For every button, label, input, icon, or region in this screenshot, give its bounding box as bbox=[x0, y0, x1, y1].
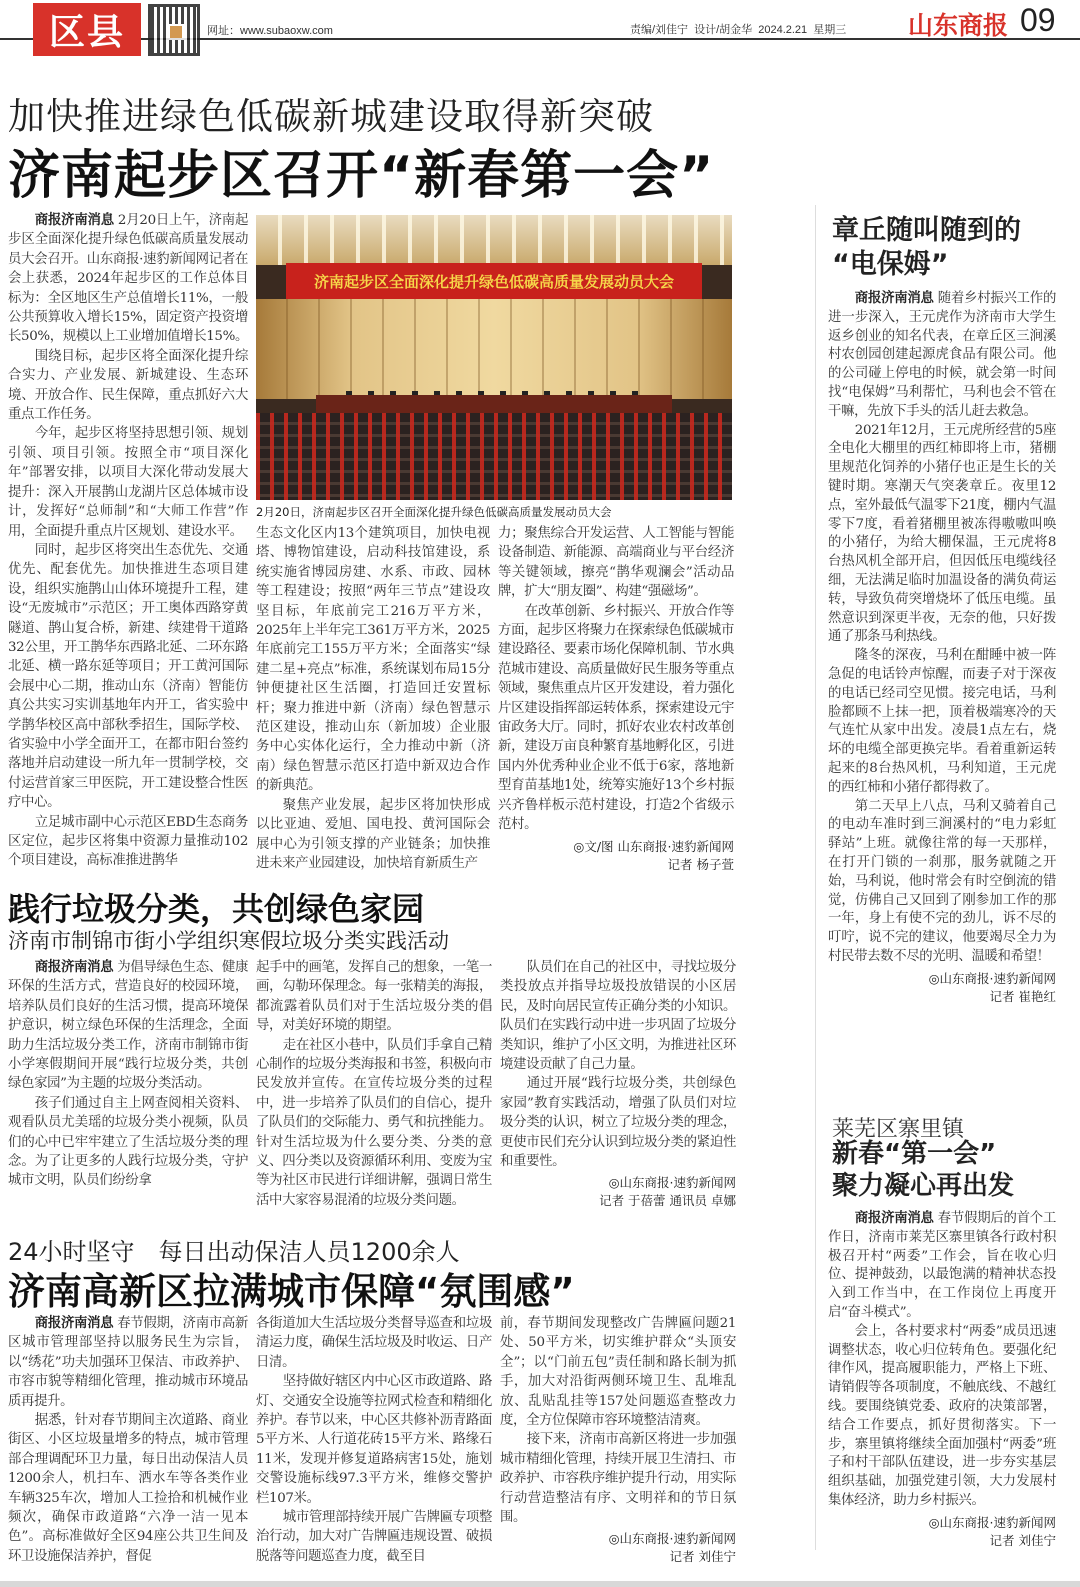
article5-title-line2: 聚力凝心再出发 bbox=[832, 1171, 1015, 1201]
column-divider bbox=[815, 205, 816, 1550]
article2-title-line1: 章丘随叫随到的 bbox=[832, 215, 1021, 246]
article1-byline bbox=[498, 838, 734, 874]
paragraph-text: 起手中的画笔，发挥自己的想象，一笔一画，勾勒环保理念。每一张精美的海报，都流露着队员们对于生活垃圾分类的倡导，对美好环境的期望。 bbox=[256, 960, 492, 1034]
article3-col3 bbox=[500, 958, 736, 1210]
paragraph-text: 走在社区小巷中，队员们手拿自己精心制作的垃圾分类海报和书签，积极向市民发放并宣传。在宣传垃圾分类的过程中，进一步培养了队员们的自信心，提升了队员们的交际能力、勇气和抗挫能力。针对生活垃圾为什么要分类、分类的意义、四分类以及资源循环利用、变废为宝等为社区市民进行详细讲解，强调日常生活中大家容易混淆的垃圾分类问题。 bbox=[256, 1037, 492, 1208]
paragraph-text: 在改革创新、乡村振兴、开放合作等方面，起步区将聚力在探索绿色低碳城市建设路径、要素市场化保障机制、节水典范城市建设、高质量做好民生服务等重点领域，聚焦重点片区开发建设，着力强化片区建设指挥部运转体系，探索建设元宇宙政务大厅。同时，抓好农业农村改革创新，建设万亩良种繁育基地孵化区，引进国内外优秀种业企业不低于6家，落地新型育苗基地1处，统筹实施好13个乡村振兴齐鲁样板示范村建设，打造2个省级示范村。 bbox=[498, 603, 734, 833]
paragraph bbox=[8, 958, 248, 1094]
qr-code-icon[interactable] bbox=[148, 4, 200, 56]
article5-body bbox=[828, 1210, 1056, 1550]
paragraph-text: 力；聚焦综合开发运营、人工智能与智能设备制造、新能源、高端商业与平台经济等关键领域，擦亮“鹊华观澜会”活动品牌，扩大“朋友圈”、构建“强磁场”。 bbox=[498, 526, 734, 600]
page-number: 09 bbox=[1020, 2, 1056, 38]
article4-col1 bbox=[8, 1314, 248, 1566]
paragraph-text: 2021年12月，王元虎所经营的5座全电化大棚里的西红柿即将上市，猪棚里规范化饲养的小猪仔也正是生长的关键时期。寒潮天气突袭章丘。夜里12点，室外最低气温零下21度，棚内气温零下7度，看着猪棚里被冻得嗷嗷叫唤的小猪仔，为给大棚保温，王元虎将8台热风机全部开启，但因低压电缆线径细，无法满足临时加温设备的满负荷运转，导致负荷突增烧坏了低压电缆。虽然意识到深更半夜，无奈的他，只好拨通了那条马利热线。 bbox=[828, 422, 1056, 645]
paragraph-text: 隆冬的深夜，马利在酣睡中被一阵急促的电话铃声惊醒，而妻子对于深夜的电话已经司空见惯。接完电话，马利脸都顾不上抹一把，顶着极端寒冷的天气连忙从家中出发。凌晨1点左右，烧坏的电缆全部更换完毕。看着重新运转起来的8台热风机，马利知道，王元虎的西红柿和小猪仔都得救了。 bbox=[828, 648, 1056, 795]
paragraph-text: 春节假期，济南市高新区城市管理部坚持以服务民生为宗旨，以“绣花”功夫加强环卫保洁、市政养护、市容市貌等精细化管理，推动城市环境品质再提升。 bbox=[8, 1316, 248, 1409]
paragraph bbox=[256, 958, 492, 1036]
article1-col2 bbox=[256, 524, 490, 873]
paragraph-text: 第二天早上八点，马利又骑着自己的电动车准时到三涧溪村的“电力彩虹驿站”上班。就像往常的每一天那样，在打开门锁的一刹那，服务就随之开始，马利说，他时常会有时空倒流的错觉，仿佛自己又回到了刚参加工作的那一年，身上有使不完的劲儿，诉不尽的叮咛，说不完的建议，他要竭尽全力为村民带去数不尽的光明、温暖和希望！ bbox=[828, 798, 1056, 964]
paragraph bbox=[256, 1314, 492, 1372]
paragraph bbox=[8, 1314, 248, 1411]
article5-byline bbox=[828, 1514, 1056, 1550]
article2-body bbox=[828, 290, 1056, 1006]
paragraph bbox=[828, 290, 1056, 422]
paragraph-text: 城市管理部持续开展广告牌匾专项整治行动，加大对广告牌匾违规设置、破损脱落等问题巡查力度，截至目 bbox=[256, 1510, 492, 1564]
article1-title: 济南起步区召开“新春第一会” bbox=[8, 146, 715, 206]
paragraph-text: 接下来，济南市高新区将进一步加强城市精细化管理，持续开展卫生清扫、市政养护、市容秩序维护提升行动，用实际行动营造整洁有序、文明祥和的节日氛围。 bbox=[500, 1432, 736, 1526]
paragraph bbox=[500, 1314, 736, 1430]
photo-podium bbox=[316, 395, 672, 413]
page-footer-bar bbox=[0, 1581, 1080, 1587]
paragraph bbox=[8, 1411, 248, 1566]
paragraph bbox=[8, 541, 248, 813]
paragraph-text: 聚焦产业发展，起步区将加快形成以比亚迪、爱旭、国电投、黄河国际会展中心为引领支撑的产业链条；加快推进未来产业园建设，加快培育新质生产 bbox=[256, 797, 490, 871]
dateline: 商报济南消息 bbox=[34, 960, 114, 975]
article1-col1 bbox=[8, 211, 248, 871]
paragraph-text: 随着乡村振兴工作的进一步深入，王元虎作为济南市大学生返乡创业的知名代表，在章丘区三涧溪村农创园创建起源虎食品有限公司。他的公司碰上停电的时候，就会第一时间找“电保姆”马利帮忙，马利也会不管在干嘛，先放下手头的活儿赶去救急。 bbox=[828, 291, 1056, 419]
paragraph-text: 春节假期后的首个工作日，济南市莱芜区寨里镇各行政村积极召开村“两委”工作会，旨在收心归位、提神鼓劲，以最饱满的精神状态投入到工作当中，在工作岗位上再度开启“奋斗模式”。 bbox=[828, 1211, 1056, 1320]
byline-reporter: 记者 杨子萱 bbox=[667, 856, 734, 872]
article5-title bbox=[832, 1138, 1014, 1202]
article4-title: 济南高新区拉满城市保障“氛围感” bbox=[8, 1270, 575, 1313]
article2-title-line2: “电保姆” bbox=[832, 249, 949, 280]
paragraph bbox=[828, 422, 1056, 648]
byline-reporter: 记者 刘佳宁 bbox=[989, 1532, 1056, 1548]
paragraph bbox=[498, 602, 734, 835]
paragraph-text: 2月20日上午，济南起步区全面深化提升绿色低碳高质量发展动员大会召开。山东商报·速豹新闻网记者在会上获悉，2024年起步区的工作总体目标为：全区地区生产总值增长11%，一般公共预算收入增长15%，固定资产投资增长50%，规模以上工业增加值增长15%。 bbox=[8, 213, 248, 345]
byline-source: ◎山东商报·速豹新闻网 bbox=[608, 1175, 736, 1191]
paragraph bbox=[8, 347, 248, 425]
paragraph bbox=[256, 1508, 492, 1566]
photo-caption: 2月20日，济南起步区召开全面深化提升绿色低碳高质量发展动员大会 bbox=[256, 505, 612, 519]
article3-byline bbox=[500, 1174, 736, 1210]
dateline: 商报济南消息 bbox=[854, 291, 934, 306]
article2-byline bbox=[828, 970, 1056, 1006]
byline-source: ◎山东商报·速豹新闻网 bbox=[928, 970, 1056, 986]
dateline: 商报济南消息 bbox=[34, 1316, 114, 1331]
byline-reporter: 记者 刘佳宁 bbox=[669, 1549, 736, 1565]
paragraph bbox=[256, 796, 490, 874]
article4-kicker: 24小时坚守 每日出动保洁人员1200余人 bbox=[8, 1238, 460, 1266]
paragraph-text: 前，春节期间发现整改广告牌匾问题21处、50平方米，切实维护群众“头顶安全”；以“门前五包”责任制和路长制为抓手，加大对沿街两侧环境卫生、乱堆乱放、乱贴乱挂等157处问题巡查整改力度，全方位保障市容环境整洁清爽。 bbox=[500, 1316, 736, 1429]
article1-kicker: 加快推进绿色低碳新城建设取得新突破 bbox=[8, 95, 654, 138]
section-label: 区县 bbox=[33, 3, 141, 56]
paragraph-text: 同时，起步区将突出生态优先、交通优先、配套优先。加快推进生态项目建设，组织实施鹊山山体环境提升工程，建设“无废城市”示范区；开工奥体西路穿黄隧道、鹊山复合桥，新建、续建骨干道路32公里，开工鹊华东西路北延、二环东路北延、横一路东延等项目；开工黄河国际会展中心二期，推动山东（济南）智能仿真公共实习实训基地年内开工，省实验中学鹊华校区高中部秋季招生，国际学校、省实验中小学全面开工，在都市阳台签约落地并启动建设一所九年一贯制学校，交付运营首家三甲医院，开工建设整合性医疗中心。 bbox=[8, 542, 248, 811]
photo-audience bbox=[256, 413, 732, 500]
paragraph bbox=[8, 211, 248, 347]
paragraph-text: 为倡导绿色生态、健康环保的生活方式，营造良好的校园环境，培养队员们良好的生活习惯，提高环境保护意识，树立绿色环保的生活理念，全面助力生活垃圾分类工作，济南市制锦市街小学寒假期间开展“践行垃圾分类，共创绿色家园”为主题的垃圾分类活动。 bbox=[8, 960, 248, 1092]
paragraph bbox=[828, 1210, 1056, 1323]
article5-title-line1: 新春“第一会” bbox=[832, 1139, 997, 1169]
paragraph bbox=[500, 1074, 736, 1171]
paragraph bbox=[828, 1323, 1056, 1511]
paragraph-text: 会上，各村要求村“两委”成员迅速调整状态，收心归位转角色。要强化纪律作风，提高履职能力，严格上下班、请销假等各项制度，不触底线、不越红线。要围绕镇党委、政府的决策部署，结合工作要点，抓好贯彻落实。下一步，寨里镇将继续全面加强村“两委”班子和村干部队伍建设，进一步夯实基层组织基础，加强党建引领，大力发展村集体经济，助力乡村振兴。 bbox=[828, 1323, 1056, 1508]
paragraph-text: 生态文化区内13个建筑项目，加快电视塔、博物馆建设，启动科技馆建设，系统实施省博园房建、水系、市政、园林等工程建设；按照“两年三节点”建设攻坚目标，年底前完工216万平方米，2025年上半年完工361万平方米，2025年底前完工155万平方米；全面落实“绿建二星+亮点”标准，系统谋划布局15分钟便捷社区生活圈，打造回迁安置标杆；聚力推进中新（济南）绿色智慧示范区建设，推动山东（新加坡）企业服务中心实体化运行，全力推动中新（济南）绿色智慧示范区打造中新双边合作的新典范。 bbox=[256, 526, 490, 794]
byline-reporter: 记者 崔艳红 bbox=[989, 988, 1056, 1004]
paragraph-text: 围绕目标，起步区将全面深化提升综合实力、产业发展、新城建设、生态环境、开放合作、民生保障，重点抓好六大重点工作任务。 bbox=[8, 348, 248, 423]
paragraph bbox=[256, 1036, 492, 1211]
paragraph-text: 据悉，针对春节期间主次道路、商业街区、小区垃圾量增多的特点，城市管理部合理调配环卫力量，每日出动保洁人员1200余人，机扫车、洒水车等各类作业车辆325车次，增加人工捡拾和机械作业频次，确保市政道路“六净一洁一见本色”。高标准做好全区94座公共卫生间及环卫设施保洁养护，督促 bbox=[8, 1413, 248, 1564]
article3-subtitle: 济南市制锦市街小学组织寒假垃圾分类实践活动 bbox=[8, 929, 449, 953]
editor-meta: 责编/刘佳宁 设计/胡金华 2024.2.21 星期三 bbox=[630, 24, 847, 36]
article5-kicker: 莱芜区寨里镇 bbox=[832, 1117, 965, 1142]
article3-col1 bbox=[8, 958, 248, 1191]
paragraph-text: 坚持做好辖区内中心区市政道路、路灯、交通安全设施等拉网式检查和精细化养护。春节以来，中心区共修补沥青路面5平方米、人行道花砖15平方米、路缘石11米，发现并修复道路病害15处，施划交警设施标线97.3平方米，维修交警护栏107米。 bbox=[256, 1374, 492, 1506]
article4-col3 bbox=[500, 1314, 736, 1566]
paragraph bbox=[828, 647, 1056, 797]
paragraph bbox=[256, 1372, 492, 1508]
paragraph bbox=[500, 958, 736, 1074]
article2-title bbox=[832, 214, 1021, 282]
byline-source: ◎山东商报·速豹新闻网 bbox=[928, 1514, 1056, 1530]
paragraph-text: 通过开展“践行垃圾分类，共创绿色家园”教育实践活动，增强了队员们对垃圾分类的认识，树立了垃圾分类的理念，更使市民们充分认识到垃圾分类的紧迫性和重要性。 bbox=[500, 1076, 736, 1170]
website-url[interactable]: 网址：www.subaoxw.com bbox=[207, 25, 333, 37]
article4-byline bbox=[500, 1530, 736, 1566]
paragraph-text: 各街道加大生活垃圾分类督导巡查和垃圾清运力度，确保生活垃圾及时收运、日产日清。 bbox=[256, 1316, 492, 1370]
photo-stage-wall bbox=[256, 299, 732, 399]
paragraph bbox=[256, 524, 490, 796]
paragraph bbox=[8, 424, 248, 540]
paragraph-text: 孩子们通过自主上网查阅相关资料、观看队员尤美瑶的垃圾分类小视频，队员们的心中已牢牢建立了生活垃圾分类的理念。为了让更多的人践行垃圾分类，守护城市文明，队员们纷纷拿 bbox=[8, 1095, 248, 1189]
byline-source: ◎山东商报·速豹新闻网 bbox=[608, 1531, 736, 1547]
newspaper-logo: 山东商报 bbox=[908, 11, 1009, 40]
dateline: 商报济南消息 bbox=[34, 213, 114, 228]
article1-col3 bbox=[498, 524, 734, 874]
paragraph-text: 立足城市副中心示范区EBD生态商务区定位，起步区将集中资源力量推动102个项目建设，高标准推进鹊华 bbox=[8, 814, 248, 869]
photo-banner: 济南起步区全面深化提升绿色低碳高质量发展动员大会 bbox=[286, 263, 702, 299]
article1-photo bbox=[256, 215, 732, 500]
byline-source: ◎文/图 山东商报·速豹新闻网 bbox=[573, 838, 734, 854]
paragraph bbox=[8, 1094, 248, 1191]
article3-col2 bbox=[256, 958, 492, 1210]
paragraph bbox=[498, 524, 734, 602]
article4-col2 bbox=[256, 1314, 492, 1566]
paragraph bbox=[8, 813, 248, 871]
byline-reporter: 记者 于蓓蕾 通讯员 卓娜 bbox=[599, 1193, 736, 1209]
photo-ceiling bbox=[256, 215, 732, 265]
paragraph-text: 队员们在自己的社区中，寻找垃圾分类投放点并指导垃圾投放错误的小区居民，及时向居民宣传正确分类的小知识。队员们在实践行动中进一步巩固了垃圾分类知识，维护了小区文明，为推进社区环境建设贡献了自己力量。 bbox=[500, 960, 736, 1073]
paragraph bbox=[828, 798, 1056, 967]
article3-title: 践行垃圾分类，共创绿色家园 bbox=[8, 890, 425, 928]
paragraph-text: 今年，起步区将坚持思想引领、规划引领、项目引领。按照全市“项目深化年”部署安排，以项目大深化带动发展大提升：深入开展鹊山龙湖片区总体城市设计，发挥好“总师制”和“大师工作营”作用，全面提升重点片区规划、建设水平。 bbox=[8, 426, 248, 539]
paragraph bbox=[500, 1430, 736, 1527]
dateline: 商报济南消息 bbox=[854, 1211, 934, 1226]
